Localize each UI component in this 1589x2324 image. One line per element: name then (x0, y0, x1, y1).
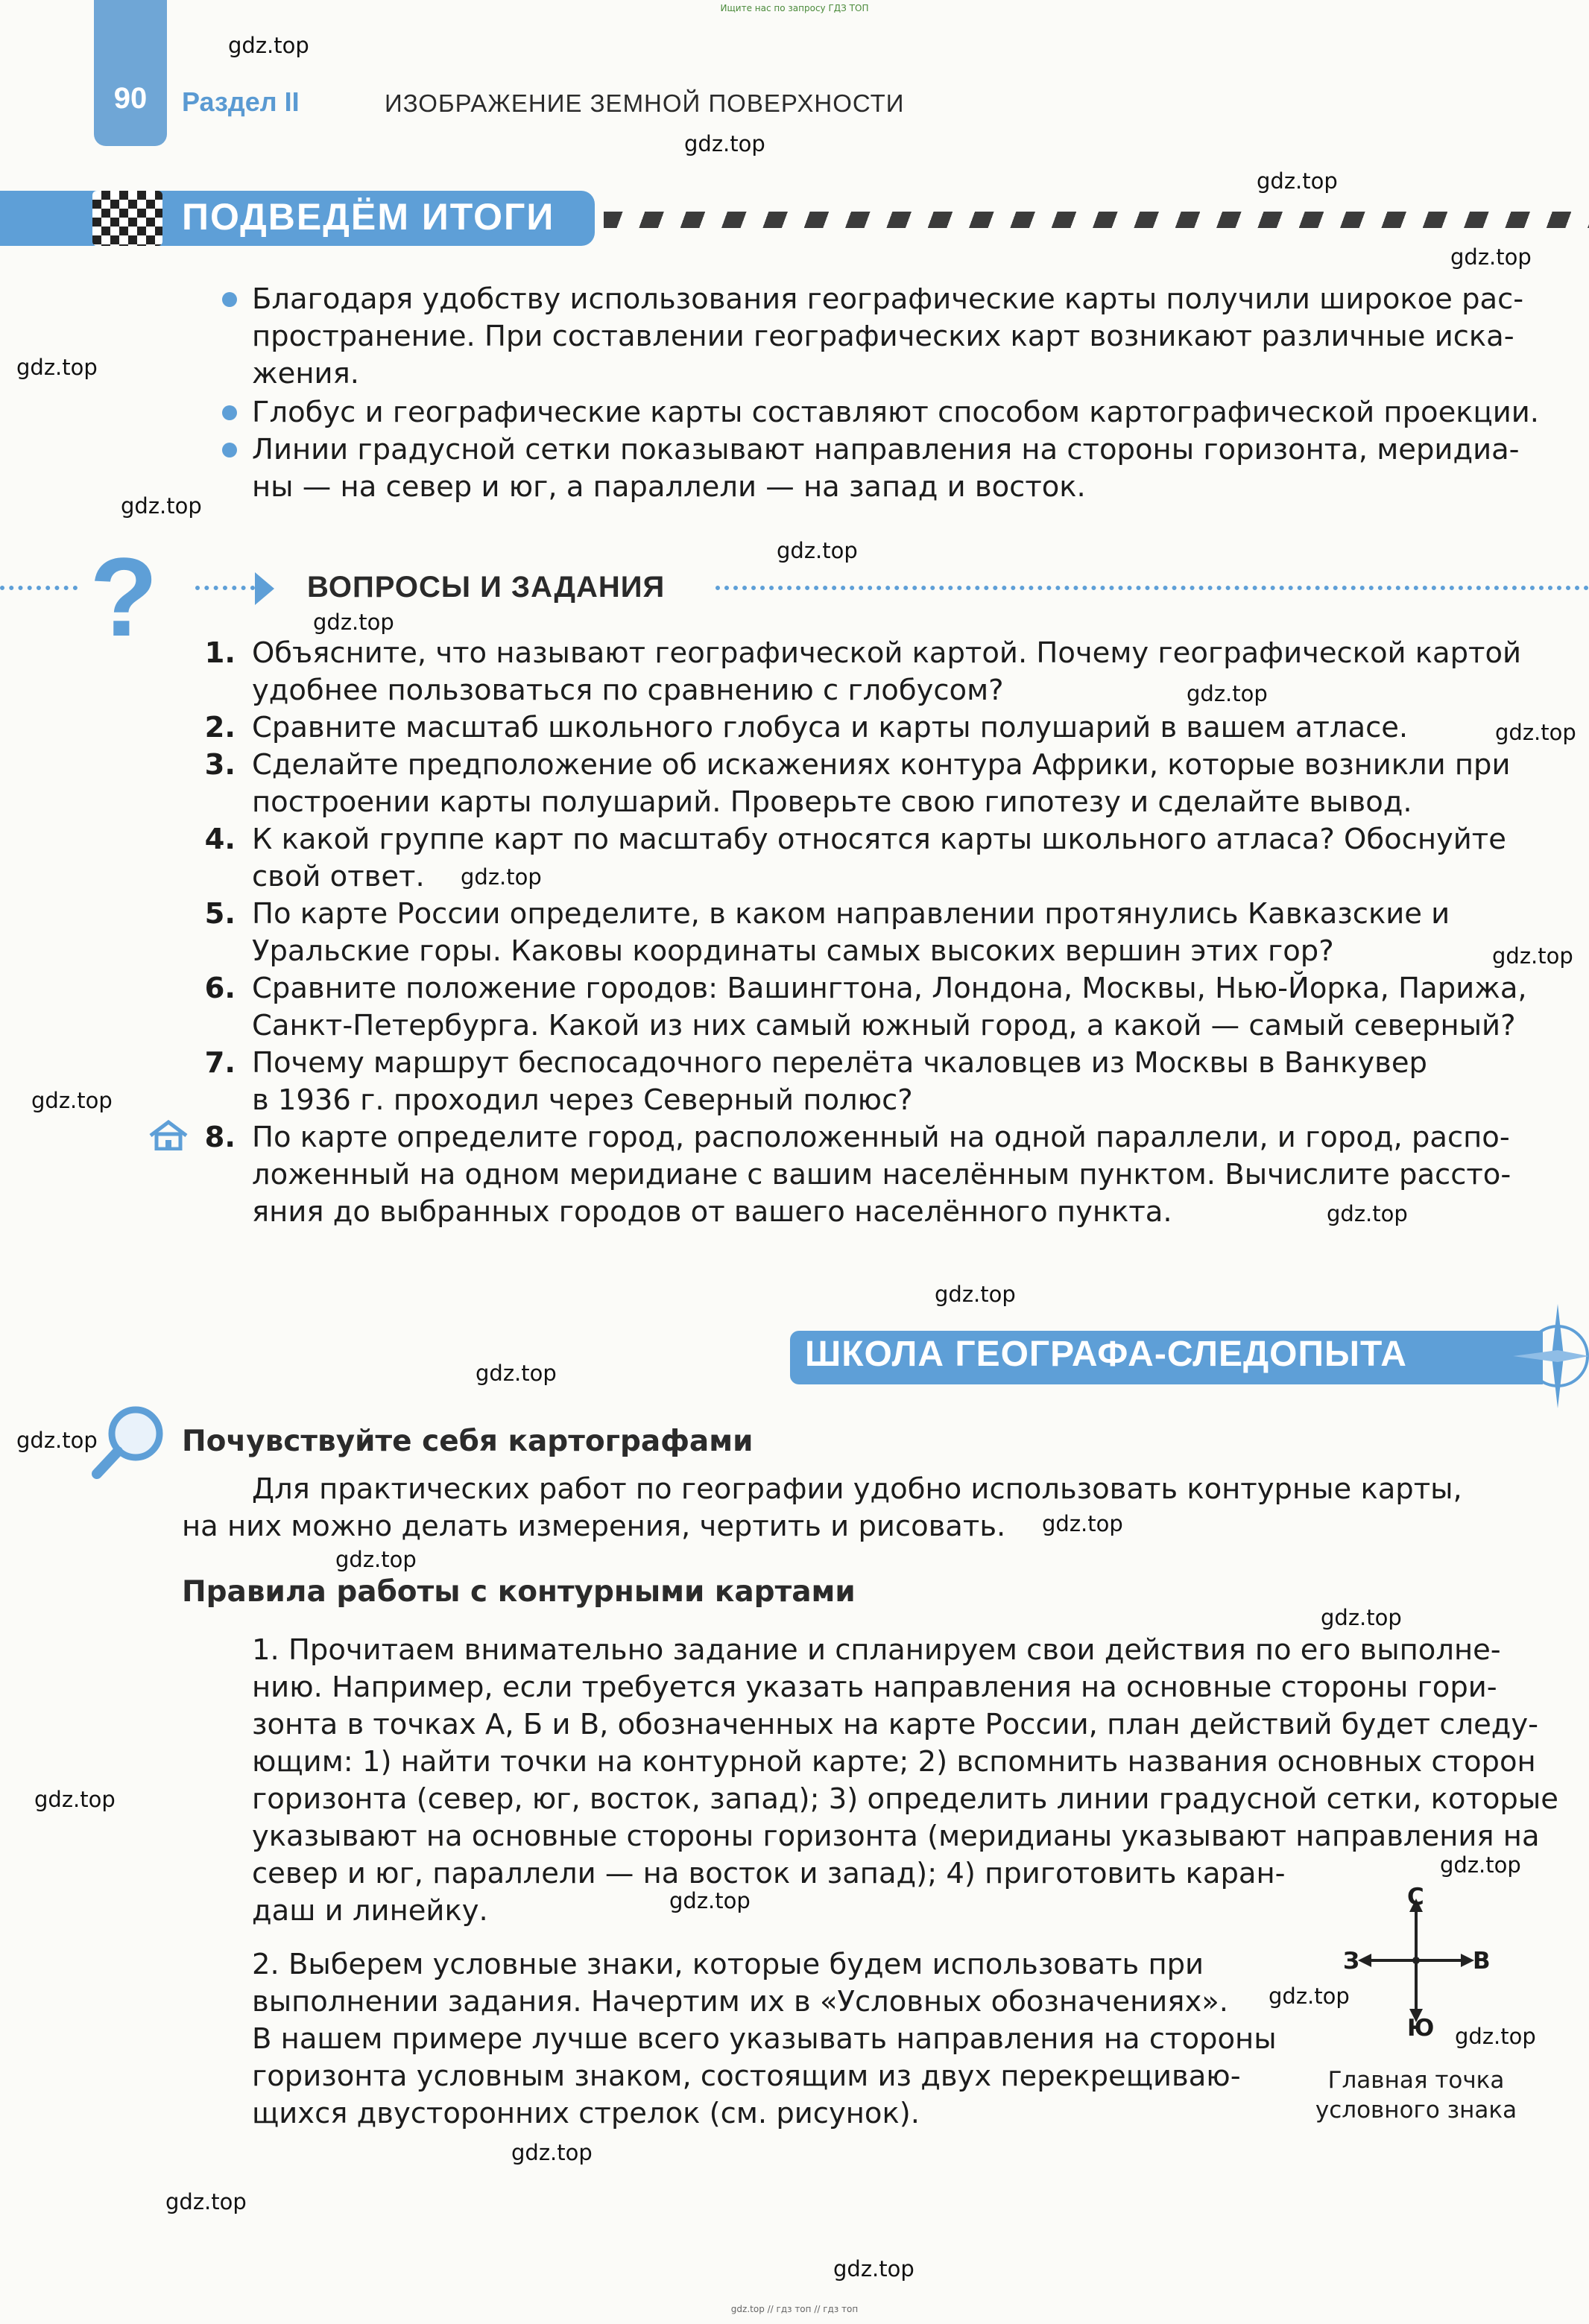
school-subtitle: Почувствуйте себя картографами (182, 1425, 754, 1458)
watermark: gdz.top (121, 493, 202, 519)
question-number: 2. (204, 711, 236, 744)
section-label: Раздел II (182, 86, 300, 117)
watermark: gdz.top (1269, 1983, 1350, 2009)
bullet-icon (222, 292, 237, 307)
direction-west: З (1343, 1948, 1360, 1975)
watermark: gdz.top (1495, 720, 1576, 745)
arrow-icon (255, 572, 274, 605)
watermark: gdz.top (1187, 681, 1268, 706)
summary-title: ПОДВЕДЁМ ИТОГИ (182, 196, 555, 238)
watermark: gdz.top (684, 131, 765, 156)
magnifier-icon (89, 1401, 171, 1483)
watermark: gdz.top (935, 1282, 1016, 1307)
question-5: По карте России определите, в каком направлении протянулись Кавказские и Уральские горы. Каковы координаты самых высоких вершин этих гор? (252, 897, 1450, 968)
top-note: Ищите нас по запросу ГДЗ ТОП (720, 3, 869, 13)
watermark: gdz.top (1455, 2024, 1536, 2049)
question-7: Почему маршрут беспосадочного перелёта чкаловцев из Москвы в Ванкувер в 1936 г. проходил через Северный полюс? (252, 1046, 1427, 1117)
watermark: gdz.top (461, 864, 542, 890)
watermark: gdz.top (1042, 1511, 1123, 1536)
watermark: gdz.top (1257, 168, 1338, 194)
watermark: gdz.top (1327, 1201, 1408, 1226)
question-8: По карте определите город, расположенный на одной параллели, и город, распо- ложенный на одном меридиане с вашим населённым пунктом. Вычислите рассто- яния до выбранных городов от вашего населённого пункта. (252, 1121, 1511, 1229)
question-mark-icon: ? (89, 534, 158, 659)
watermark: gdz.top (1321, 1605, 1402, 1630)
question-number: 8. (204, 1121, 236, 1154)
summary-bullet-1: Благодаря удобству использования географические карты получили широкое рас- пространение. При составлении географических карт возникают различные иска- жения. (252, 282, 1524, 390)
rules-title: Правила работы с контурными картами (182, 1575, 856, 1609)
question-number: 7. (204, 1046, 236, 1080)
summary-bullet-2: Глобус и географические карты составляют способом картографической проекции. (252, 396, 1540, 429)
question-number: 1. (204, 636, 236, 670)
rule-1: 1. Прочитаем внимательно задание и спланируем свои действия по его выполне- нию. Например, если требуется указать направления на основные стороны гори- зонта в точках А, Б и В, обозначенных на карте России, план действий будет следу- ющим: 1) найти точки на контурной карте; 2) вспомнить названия основных сторон горизонта (север, юг, восток, запад); 3) определить линии градусной сетки, которые указывают на основные стороны горизонта (меридианы указывают направления на север и юг, параллели — на восток и запад); 4) приготовить каран- даш и линейку. (252, 1633, 1558, 1928)
direction-south: Ю (1407, 2015, 1435, 2042)
page-tab (94, 0, 167, 146)
watermark: gdz.top (511, 2140, 593, 2165)
watermark: gdz.top (335, 1547, 417, 1572)
question-6: Сравните положение городов: Вашингтона, Лондона, Москвы, Нью-Йорка, Парижа, Санкт-Петербурга. Какой из них самый южный город, а какой — самый северный? (252, 972, 1527, 1042)
question-3: Сделайте предположение об искажениях контура Африки, которые возникли при построении карты полушарий. Проверьте свою гипотезу и сделайте вывод. (252, 748, 1511, 819)
question-4: К какой группе карт по масштабу относятся карты школьного атласа? Обоснуйте свой ответ. (252, 823, 1506, 893)
compass-icon (1506, 1296, 1589, 1416)
summary-bullet-3: Линии градусной сетки показывают направления на стороны горизонта, меридиа- ны — на север и юг, а параллели — на запад и восток. (252, 433, 1520, 504)
question-number: 5. (204, 897, 236, 931)
school-title: ШКОЛА ГЕОГРАФА-СЛЕДОПЫТА (805, 1334, 1407, 1374)
watermark: gdz.top (777, 538, 858, 563)
home-icon (148, 1119, 189, 1150)
school-intro: Для практических работ по географии удобно использовать контурные карты, на них можно делать измерения, чертить и рисовать. (182, 1472, 1462, 1543)
watermark: gdz.top (669, 1888, 751, 1913)
question-1: Объясните, что называют географической картой. Почему географической картой удобнее пользоваться по сравнению с глобусом? (252, 636, 1522, 707)
dotted-line (0, 586, 78, 590)
page-number: 90 (113, 82, 148, 115)
watermark: gdz.top (833, 2256, 914, 2282)
direction-east: В (1473, 1948, 1491, 1975)
questions-title: ВОПРОСЫ И ЗАДАНИЯ (307, 571, 666, 604)
dotted-line (715, 586, 1589, 590)
watermark: gdz.top (228, 33, 309, 58)
watermark: gdz.top (313, 610, 394, 635)
dotted-line (195, 586, 255, 590)
question-2: Сравните масштаб школьного глобуса и карты полушарий в вашем атласе. (252, 711, 1409, 744)
footer-note: gdz.top // гдз топ // гдз топ (730, 2304, 859, 2314)
watermark: gdz.top (16, 1428, 98, 1453)
watermark: gdz.top (34, 1787, 116, 1812)
figure-caption: Главная точка условного знака (1315, 2067, 1517, 2124)
direction-north: С (1407, 1884, 1424, 1910)
bullet-icon (222, 443, 237, 457)
question-number: 3. (204, 748, 236, 782)
checkered-flag-icon (92, 191, 162, 246)
question-number: 4. (204, 823, 236, 856)
section-title: ИЗОБРАЖЕНИЕ ЗЕМНОЙ ПОВЕРХНОСТИ (385, 89, 905, 117)
bullet-icon (222, 405, 237, 420)
watermark: gdz.top (1450, 244, 1532, 270)
watermark: gdz.top (1492, 943, 1573, 969)
watermark: gdz.top (1440, 1852, 1521, 1878)
watermark: gdz.top (31, 1088, 113, 1113)
rule-2: 2. Выберем условные знаки, которые будем использовать при выполнении задания. Начертим их в «Условных обозначениях». В нашем примере лучше всего указывать направления на стороны горизонта условным знаком, состоящим из двух перекрещиваю- щихся двусторонних стрелок (см. рисунок). (252, 1948, 1277, 2130)
watermark: gdz.top (476, 1361, 557, 1386)
watermark: gdz.top (16, 355, 98, 380)
question-number: 6. (204, 972, 236, 1005)
dashed-divider (604, 212, 1589, 228)
watermark: gdz.top (165, 2189, 247, 2214)
